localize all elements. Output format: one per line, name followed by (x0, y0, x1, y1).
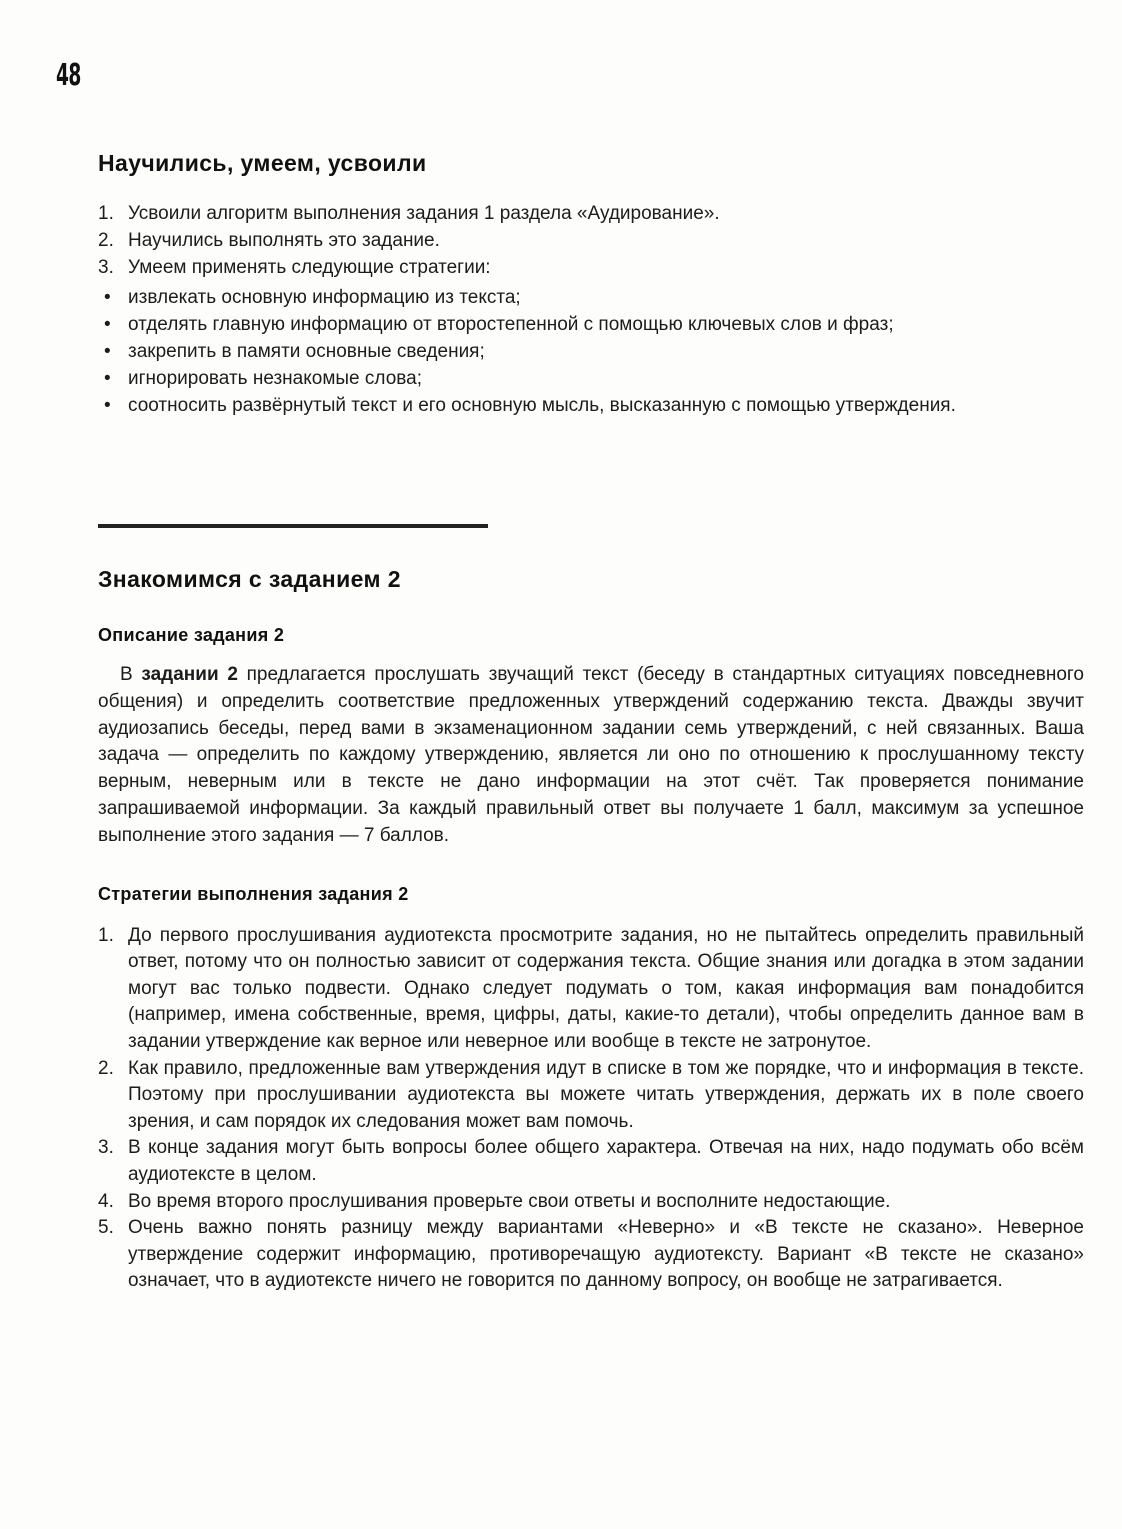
bullet-item: • отделять главную информацию от второстепенной с помощью ключевых слов и фраз; (98, 312, 1084, 339)
learned-section (98, 150, 1084, 419)
description-paragraph: В задании 2 предлагается прослушать звучащий текст (беседу в стандартных ситуациях повседневного общения) и определить соответствие предложенных утверждений содержанию текста. Дважды звучит аудиозапись беседы, перед вами в экзаменационном задании семь утверждений, с ней связанных. Ваша задача — определить по каждому утверждению, является ли оно по отношению к прослушанному тексту верным, неверным или в тексте не дано информации на этот счёт. Так проверяется понимание запрашиваемой информации. За каждый правильный ответ вы получаете 1 балл, максимум за успешное выполнение этого задания — 7 баллов. (98, 664, 1084, 846)
bullet-item: • извлекать основную информацию из текста; (98, 285, 1084, 312)
description-heading: Описание задания 2 (98, 625, 285, 645)
list-item: 3. В конце задания могут быть вопросы более общего характера. Отвечая на них, надо подумать обо всём аудиотексте в целом. (98, 1137, 1084, 1185)
strategies-bullet-list (98, 285, 1084, 419)
bullet-item: • соотносить развёрнутый текст и его основную мысль, высказанную с помощью утверждения. (98, 393, 1084, 420)
task2-section (98, 566, 1084, 1295)
bullet-icon: • (104, 287, 111, 309)
section-divider (98, 524, 488, 528)
bullet-item: • игнорировать незнакомые слова; (98, 366, 1084, 393)
strategies-heading: Стратегии выполнения задания 2 (98, 883, 409, 904)
page-number: 48 (56, 58, 81, 93)
bullet-item: • закрепить в памяти основные сведения; (98, 339, 1084, 366)
task-name-bold: задании 2 (141, 664, 238, 685)
bullet-icon: • (104, 367, 111, 389)
list-item: 2. Как правило, предложенные вам утверждения идут в списке в том же порядке, что и информация в тексте. Поэтому при прослушивании аудиотекста вы можете читать утверждения, держать их в поле своего зрения, и сам порядок их следования может вам помочь. (98, 1057, 1084, 1132)
list-item: 5. Очень важно понять разницу между вариантами «Неверно» и «В тексте не сказано». Неверное утверждение содержит информацию, противоречащую аудиотексту. Вариант «В тексте не сказано» означает, что в аудиотексте ничего не говорится по данному вопросу, он вообще не затрагивается. (98, 1217, 1084, 1292)
strategies-list (98, 923, 1084, 1295)
list-item: 4. Во время второго прослушивания проверьте свои ответы и восполните недостающие. (98, 1190, 891, 1212)
list-item: 1. До первого прослушивания аудиотекста просмотрите задания, но не пытайтесь определить правильный ответ, потому что он полностью зависит от содержания текста. Общие знания или догадка в этом задании могут вас только подвести. Однако следует подумать о том, какая информация вам понадобится (например, имена собственные, время, цифры, даты, какие-то детали), чтобы определить данное вам в задании утверждение как верное или неверное или вообще в тексте не затронутое. (98, 924, 1084, 1052)
bullet-icon: • (104, 394, 111, 416)
learned-list (98, 201, 1084, 281)
bullet-icon: • (104, 314, 111, 336)
learned-title: Научились, умеем, усвоили (98, 150, 427, 176)
bullet-icon: • (104, 340, 111, 362)
list-item: 1. Усвоили алгоритм выполнения задания 1 раздела «Аудирование». (98, 203, 720, 224)
list-item: 3. Умеем применять следующие стратегии: (98, 256, 491, 278)
task2-title: Знакомимся с заданием 2 (98, 566, 401, 592)
list-item: 2. Научились выполнять это задание. (98, 229, 440, 251)
